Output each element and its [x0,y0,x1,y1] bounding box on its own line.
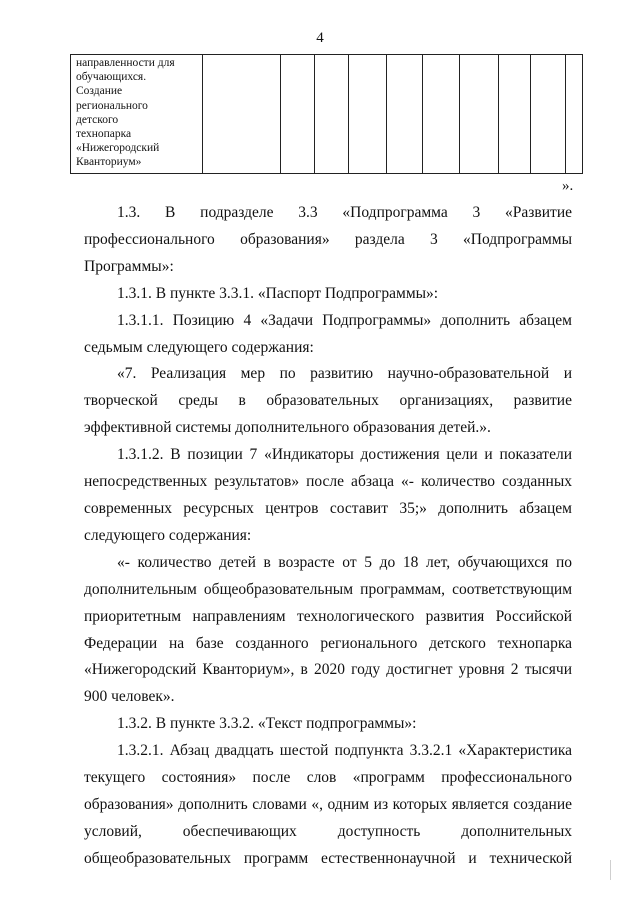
paragraph-1-3: 1.3. В подразделе 3.3 «Подпрограмма 3 «Развитие профессионального образования» раздела 3 «Подпрограммы Программы»: [84,204,572,275]
paragraph-1-3-1: 1.3.1. В пункте 3.3.1. «Паспорт Подпрограммы»: [117,284,439,302]
table-cell-empty [349,55,387,174]
paragraph-1-3-2-1: 1.3.2.1. Абзац двадцать шестой подпункта 3.3.2.1 «Характеристика текущего состояния» после слов «программ профессионального образования» дополнить словами «, одним из которых является создание условий, обеспечивающих доступность дополнительных общеобразовательных программ естественнонаучной и технической [84,742,572,867]
table-cell-label [71,55,203,174]
table-cell-empty [460,55,499,174]
scan-mark [610,860,611,880]
table-cell-empty [566,55,583,174]
table-cell-empty [531,55,566,174]
paragraph-quote-children: «- количество детей в возрасте от 5 до 18 лет, обучающихся по дополнительным общеобразовательным программам, соответствующим приоритетным направлениям технологического развития Российской Федерации на базе созданного регионального детского технопарка «Нижегородский Кванториум», в 2020 году достигнет уровня 2 тысячи 900 человек». [84,553,572,706]
page-number: 4 [316,30,324,46]
closing-quote: ». [562,178,574,194]
continued-table [70,54,583,174]
paragraph-1-3-2: 1.3.2. В пункте 3.3.2. «Текст подпрограммы»: [117,715,417,733]
table-cell-empty [387,55,423,174]
table-cell-empty [203,55,281,174]
paragraph-1-3-1-1: 1.3.1.1. Позицию 4 «Задачи Подпрограммы» дополнить абзацем седьмым следующего содержания: [84,311,572,356]
table-cell-empty [423,55,460,174]
paragraph-1-3-1-2: 1.3.1.2. В позиции 7 «Индикаторы достижения цели и показатели непосредственных результатов» после абзаца «- количество созданных современных ресурсных центров составит 35;» дополнить абзацем следующего содержания: [84,446,572,544]
table-cell-line: Кванториум» [76,156,142,169]
table-cell-empty [499,55,531,174]
table-cell-line: обучающихся. [76,71,147,84]
table-row [71,55,583,174]
table-cell-line: технопарка [76,128,132,141]
table-cell-empty [281,55,315,174]
table-cell-line: Создание [76,85,123,98]
table-cell-line: направленности для [76,57,175,69]
document-body [84,200,572,873]
paragraph-quote-7: «7. Реализация мер по развитию научно-образовательной и творческой среды в образовательных организациях, развитие эффективной системы дополнительного образования детей.». [84,365,572,437]
table-cell-line: детского [76,113,119,126]
table-cell-empty [315,55,349,174]
table-cell-line: «Нижегородский [76,142,160,155]
table-cell-line: регионального [76,99,148,112]
